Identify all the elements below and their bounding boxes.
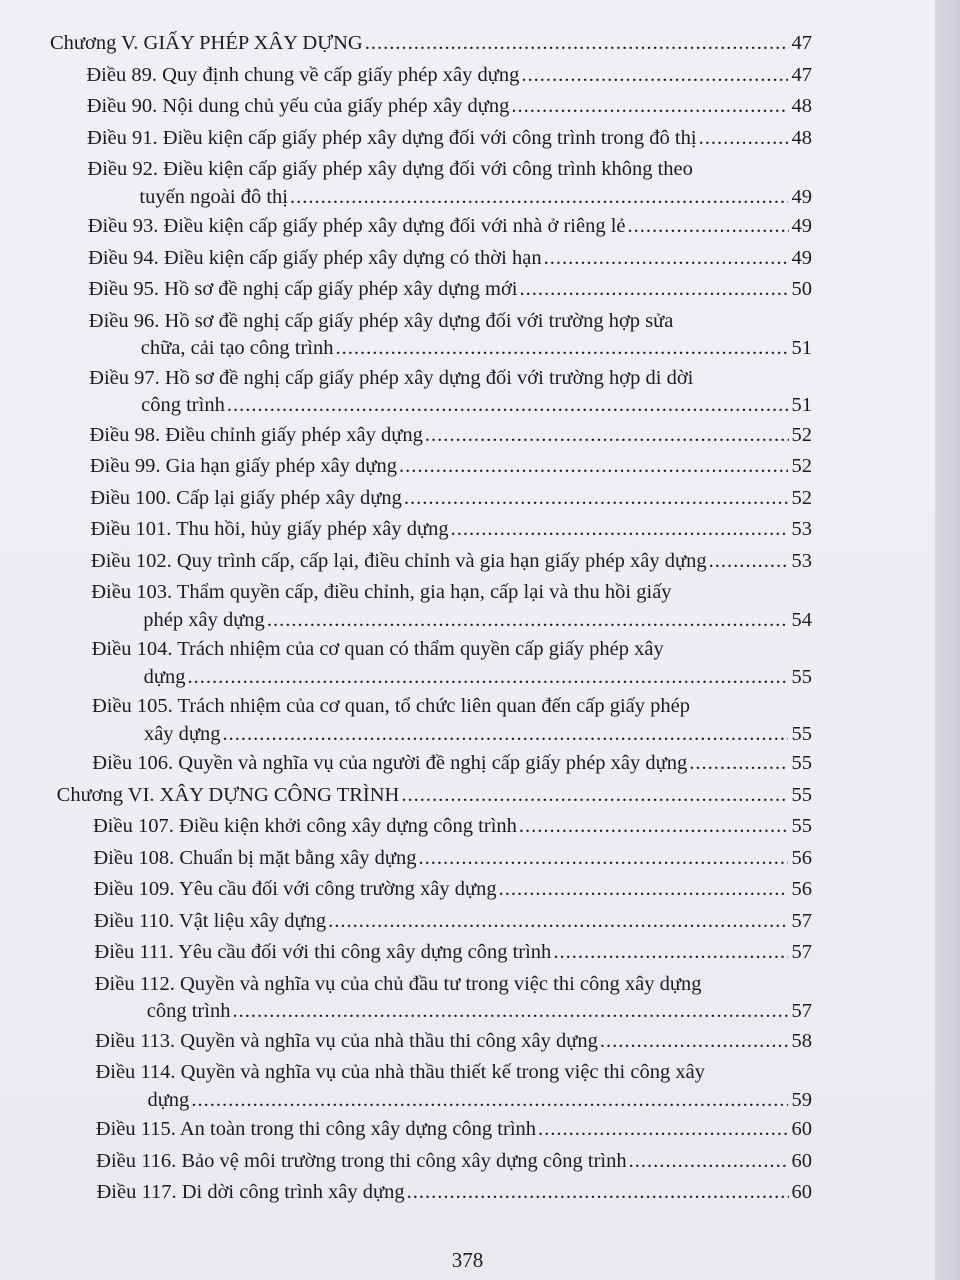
- toc-page-number: 57: [791, 909, 812, 932]
- toc-entry-title: Điều 97. Hồ sơ đề nghị cấp giấy phép xây dựng đối với trường hợp di dời: [89, 366, 694, 389]
- toc-page-number: 51: [791, 337, 812, 359]
- leader-dots: [328, 906, 788, 938]
- toc-page-number: 60: [791, 1149, 812, 1172]
- toc-page-number: 56: [791, 846, 812, 869]
- toc-entry-title: công trình: [141, 394, 225, 416]
- toc-entry-title: Điều 117. Di dời công trình xây dựng: [96, 1181, 405, 1203]
- toc-page-number: 60: [791, 1181, 812, 1203]
- toc-entry-title: Điều 112. Quyền và nghĩa vụ của chủ đầu tư trong việc thi công xây dựng: [94, 972, 702, 995]
- leader-dots: [187, 662, 788, 694]
- toc-entry-title: Điều 94. Điều kiện cấp giấy phép xây dựng có thời hạn: [88, 246, 542, 269]
- toc-page-number: 52: [791, 455, 812, 477]
- toc-page-number: 55: [791, 752, 812, 774]
- leader-dots: [499, 874, 789, 906]
- leader-dots: [629, 1146, 789, 1178]
- leader-dots: [399, 451, 788, 483]
- toc-entry-title: Điều 101. Thu hồi, hủy giấy phép xây dựng: [90, 518, 449, 540]
- toc-page-number: 60: [791, 1118, 812, 1140]
- leader-dots: [600, 1026, 789, 1058]
- toc-entry-title: Điều 99. Gia hạn giấy phép xây dựng: [89, 455, 397, 477]
- leader-dots: [709, 546, 789, 578]
- toc-page-number: 49: [791, 185, 812, 208]
- toc-entry-title: Điều 102. Quy trình cấp, cấp lại, điều chỉnh và gia hạn giấy phép xây dựng: [90, 549, 707, 572]
- toc-page-number: 47: [791, 63, 812, 86]
- toc-entry-title: Điều 107. Điều kiện khởi công xây dựng công trình: [93, 815, 517, 837]
- toc-page-number: 55: [791, 665, 812, 688]
- leader-dots: [227, 390, 789, 422]
- toc-page-number: 52: [791, 486, 812, 509]
- toc-entry-title: Điều 105. Trách nhiệm của cơ quan, tổ chức liên quan đến cấp giấy phép: [91, 695, 691, 717]
- leader-dots: [401, 780, 788, 812]
- toc-page-number: 53: [791, 518, 812, 540]
- toc-entry-title: Điều 93. Điều kiện cấp giấy phép xây dựng đối với nhà ở riêng lẻ: [87, 215, 626, 237]
- leader-dots: [365, 28, 789, 60]
- toc-page-number: 52: [791, 423, 812, 446]
- toc-entry-title: Điều 113. Quyền và nghĩa vụ của nhà thầu thi công xây dựng: [95, 1029, 598, 1052]
- toc-entry-title: công trình: [146, 1000, 231, 1022]
- toc-page-number: 49: [791, 246, 812, 269]
- leader-dots: [290, 182, 788, 214]
- toc-entry-title: Điều 103. Thẩm quyền cấp, điều chỉnh, gia hạn, cấp lại và thu hồi giấy: [91, 581, 672, 603]
- page-edge: [935, 0, 960, 1280]
- toc-entry-title: Điều 96. Hồ sơ đề nghị cấp giấy phép xây dựng đối với trường hợp sửa: [88, 309, 674, 332]
- leader-dots: [418, 843, 788, 875]
- leader-dots: [628, 211, 789, 243]
- leader-dots: [544, 243, 789, 275]
- toc-entry-title: Điều 108. Chuẩn bị mặt bằng xây dựng: [93, 846, 417, 869]
- leader-dots: [425, 420, 789, 452]
- toc-entry-title: Điều 115. An toàn trong thi công xây dựng công trình: [95, 1118, 537, 1140]
- leader-dots: [407, 1177, 789, 1209]
- toc-entry-title: xây dựng: [143, 722, 221, 745]
- toc-entry-title: Điều 111. Yêu cầu đối với thi công xây dựng công trình: [94, 941, 552, 963]
- toc-page-number: 56: [791, 878, 812, 900]
- toc-entry-title: Điều 95. Hồ sơ đề nghị cấp giấy phép xây dựng mới: [88, 278, 518, 300]
- toc-page-number: 54: [791, 608, 812, 631]
- toc-page-number: 59: [791, 1088, 812, 1111]
- toc-page-number: 55: [791, 815, 812, 837]
- toc-entry-title: dựng: [143, 665, 186, 688]
- toc-entry-title: Điều 98. Điều chỉnh giấy phép xây dựng: [89, 423, 423, 446]
- leader-dots: [336, 333, 789, 365]
- toc-entry-title: chữa, cải tạo công trình: [140, 337, 334, 359]
- leader-dots: [699, 123, 789, 155]
- toc-entry-title: Chương V. GIẤY PHÉP XÂY DỰNG: [50, 32, 363, 54]
- toc-entry-title: Điều 106. Quyền và nghĩa vụ của người đề nghị cấp giấy phép xây dựng: [92, 752, 688, 774]
- toc-page-number: 57: [791, 1000, 812, 1022]
- toc-entry-title: Điều 89. Quy định chung về cấp giấy phép xây dựng: [86, 63, 520, 86]
- leader-dots: [223, 719, 789, 751]
- leader-dots: [519, 811, 789, 843]
- toc-page-number: 49: [791, 215, 812, 237]
- leader-dots: [689, 748, 788, 780]
- toc-entry-title: Điều 104. Trách nhiệm của cơ quan có thẩm quyền cấp giấy phép xây: [91, 638, 664, 660]
- leader-dots: [511, 91, 788, 123]
- toc-entry-title: Điều 116. Bảo vệ môi trường trong thi công xây dựng công trình: [96, 1149, 627, 1172]
- toc-page-number: 55: [791, 783, 812, 806]
- toc-page-number: 48: [791, 95, 812, 117]
- leader-dots: [451, 514, 789, 546]
- toc-entry-title: Điều 91. Điều kiện cấp giấy phép xây dựng đối với công trình trong đô thị: [87, 126, 697, 149]
- toc-page-number: 55: [791, 722, 812, 745]
- toc-page-number: 51: [791, 394, 812, 416]
- leader-dots: [191, 1085, 788, 1117]
- leader-dots: [520, 274, 789, 306]
- toc-page-number: 57: [791, 941, 812, 963]
- leader-dots: [404, 483, 789, 515]
- toc-entry-title: Điều 109. Yêu cầu đối với công trường xây dựng: [93, 878, 497, 900]
- toc-page-number: 48: [791, 126, 812, 149]
- toc-page-number: 50: [791, 278, 812, 300]
- toc-entry-title: dựng: [147, 1088, 190, 1111]
- leader-dots: [232, 996, 788, 1028]
- toc-page-number: 53: [791, 549, 812, 572]
- page-number: 378: [451, 1248, 484, 1272]
- toc-entry-title: tuyến ngoài đô thị: [139, 185, 288, 208]
- toc-entry-title: Điều 110. Vật liệu xây dựng: [94, 909, 327, 932]
- toc-entry-title: Điều 114. Quyền và nghĩa vụ của nhà thầu thiết kế trong việc thi công xây: [95, 1061, 705, 1083]
- toc-entry-title: Chương VI. XÂY DỰNG CÔNG TRÌNH: [56, 783, 400, 806]
- toc-page-number: 47: [791, 32, 812, 54]
- leader-dots: [553, 937, 788, 969]
- toc-entry-title: Điều 100. Cấp lại giấy phép xây dựng: [90, 486, 402, 509]
- toc-entry-title: Điều 90. Nội dung chủ yếu của giấy phép xây dựng: [86, 95, 510, 117]
- leader-dots: [267, 605, 789, 637]
- toc-page-number: 58: [791, 1029, 812, 1052]
- leader-dots: [521, 60, 788, 92]
- toc-entry-title: Điều 92. Điều kiện cấp giấy phép xây dựng đối với công trình không theo: [87, 158, 693, 180]
- toc-entry-title: phép xây dựng: [143, 608, 265, 631]
- leader-dots: [538, 1114, 788, 1146]
